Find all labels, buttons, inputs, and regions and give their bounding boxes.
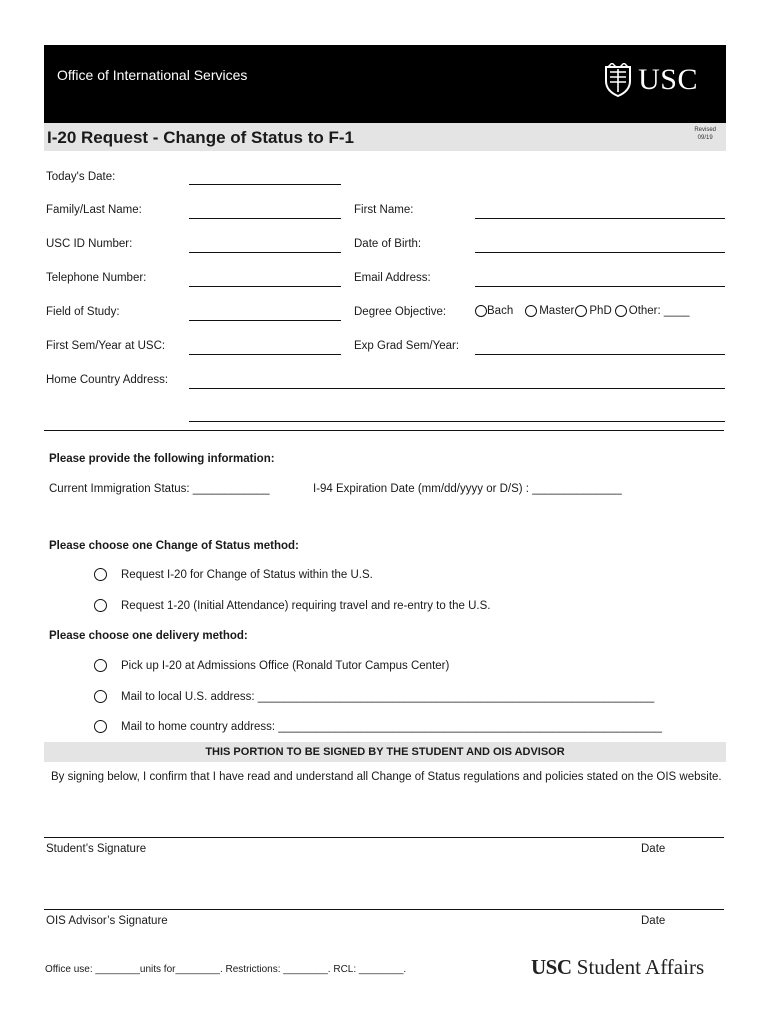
exp-grad-label: Exp Grad Sem/Year: [354, 340, 460, 352]
first-name-label: First Name: [354, 204, 414, 216]
degree-master-label: Master [539, 305, 575, 317]
family-name-field[interactable] [189, 218, 341, 219]
revision-note [694, 126, 716, 142]
todays-date-field[interactable] [189, 184, 341, 185]
first-sem-field[interactable] [189, 354, 341, 355]
office-use-note: Office use: ________units for________. Restrictions: ________. RCL: ________. [45, 964, 407, 975]
home-address-field-line2[interactable] [189, 421, 725, 422]
delivery-heading: Please choose one delivery method: [49, 630, 248, 642]
usc-shield-icon [604, 63, 632, 97]
telephone-label: Telephone Number: [46, 272, 147, 284]
degree-other-radio[interactable] [615, 305, 627, 317]
advisor-date-label: Date [641, 915, 666, 927]
student-signature-line[interactable] [44, 837, 724, 838]
email-field[interactable] [475, 286, 725, 287]
delivery-option3-label: Mail to home country address: ____________________________________________________________ [121, 721, 662, 733]
info-heading: Please provide the following information: [49, 453, 275, 465]
office-name: Office of International Services [57, 67, 248, 83]
student-signature-label: Student’s Signature [46, 843, 147, 855]
revised-label: Revised [694, 127, 716, 133]
degree-bach-label: Bach [487, 305, 514, 317]
degree-other-label: Other: ____ [628, 305, 690, 317]
field-of-study-label: Field of Study: [46, 306, 120, 318]
cos-option2-radio[interactable] [94, 599, 107, 612]
header-banner [44, 45, 726, 123]
email-label: Email Address: [354, 272, 431, 284]
student-affairs-logo [531, 955, 704, 980]
family-name-label: Family/Last Name: [46, 204, 142, 216]
student-affairs-logo-text: Student Affairs [576, 955, 705, 979]
degree-phd-radio[interactable] [575, 305, 587, 317]
degree-phd-label: PhD [589, 305, 612, 317]
dob-label: Date of Birth: [354, 238, 422, 250]
first-name-field[interactable] [475, 218, 725, 219]
degree-bach-radio[interactable] [475, 305, 487, 317]
delivery-option2-radio[interactable] [94, 690, 107, 703]
i94-expiration-field[interactable]: I-94 Expiration Date (mm/dd/yyyy or D/S) : ______________ [313, 483, 622, 495]
student-date-label: Date [641, 843, 666, 855]
title-bar [44, 123, 726, 151]
home-address-field-line1[interactable] [189, 388, 725, 389]
signature-statement: By signing below, I confirm that I have read and understand all Change of Status regulations and policies stated on the OIS website. [51, 771, 722, 783]
usc-id-label: USC ID Number: [46, 238, 133, 250]
todays-date-label: Today's Date: [46, 171, 116, 183]
first-sem-label: First Sem/Year at USC: [46, 340, 166, 352]
degree-master-radio[interactable] [525, 305, 537, 317]
telephone-field[interactable] [189, 286, 341, 287]
degree-options [475, 305, 689, 317]
field-of-study-field[interactable] [189, 320, 341, 321]
student-affairs-logo-usc: USC [531, 955, 572, 979]
usc-logo-text: USC [638, 63, 698, 96]
advisor-signature-line[interactable] [44, 909, 724, 910]
signature-bar: THIS PORTION TO BE SIGNED BY THE STUDENT AND OIS ADVISOR [44, 742, 726, 762]
section-divider [44, 430, 724, 431]
delivery-option2-label: Mail to local U.S. address: ______________________________________________________________ [121, 691, 655, 703]
immigration-status-field[interactable]: Current Immigration Status: ____________ [49, 483, 270, 495]
usc-logo [604, 63, 698, 97]
delivery-option1-radio[interactable] [94, 659, 107, 672]
advisor-signature-label: OIS Advisor’s Signature [46, 915, 168, 927]
delivery-option1-label: Pick up I-20 at Admissions Office (Ronald Tutor Campus Center) [121, 660, 450, 672]
exp-grad-field[interactable] [475, 354, 725, 355]
cos-option2-label: Request 1-20 (Initial Attendance) requiring travel and re-entry to the U.S. [121, 600, 491, 612]
dob-field[interactable] [475, 252, 725, 253]
cos-option1-label: Request I-20 for Change of Status within the U.S. [121, 569, 373, 581]
form-title: I-20 Request - Change of Status to F-1 [47, 128, 354, 147]
delivery-option3-radio[interactable] [94, 720, 107, 733]
home-address-label: Home Country Address: [46, 374, 169, 386]
cos-method-heading: Please choose one Change of Status method: [49, 540, 299, 552]
usc-id-field[interactable] [189, 252, 341, 253]
cos-option1-radio[interactable] [94, 568, 107, 581]
revised-date: 09/19 [697, 135, 713, 141]
degree-objective-label: Degree Objective: [354, 306, 447, 318]
